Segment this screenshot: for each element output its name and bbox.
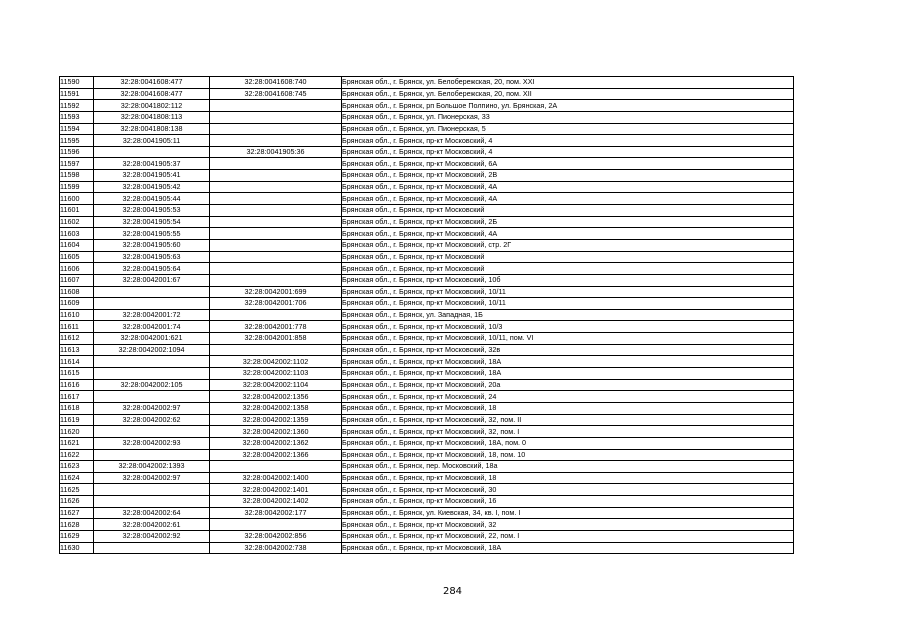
object-cadastral-number-cell: 32:28:0042002:1401 (210, 484, 342, 496)
address-cell: Брянская обл., г. Брянск, пр-кт Московский, 6А (342, 158, 794, 170)
object-cadastral-number-cell (210, 135, 342, 147)
cadastral-number-cell: 32:28:0041905:60 (94, 239, 210, 251)
address-cell: Брянская обл., г. Брянск, пр-кт Московский, 18А, пом. 0 (342, 437, 794, 449)
row-number-cell: 11616 (60, 379, 94, 391)
object-cadastral-number-cell (210, 111, 342, 123)
cadastral-number-cell: 32:28:0041905:11 (94, 135, 210, 147)
address-cell: Брянская обл., г. Брянск, пр-кт Московский, 10/11, пом. VI (342, 333, 794, 345)
cadastral-number-cell: 32:28:0041802:112 (94, 100, 210, 112)
row-number-cell: 11615 (60, 368, 94, 380)
object-cadastral-number-cell: 32:28:0041905:36 (210, 146, 342, 158)
row-number-cell: 11608 (60, 286, 94, 298)
object-cadastral-number-cell: 32:28:0042002:1104 (210, 379, 342, 391)
cadastral-number-cell: 32:28:0041905:44 (94, 193, 210, 205)
address-cell: Брянская обл., г. Брянск, ул. Белобережская, 20, пом. XXI (342, 77, 794, 89)
cadastral-number-cell (94, 496, 210, 508)
table-row (60, 181, 794, 193)
object-cadastral-number-cell (210, 123, 342, 135)
address-cell: Брянская обл., г. Брянск, пр-кт Московский, 10/3 (342, 321, 794, 333)
row-number-cell: 11603 (60, 228, 94, 240)
object-cadastral-number-cell: 32:28:0042002:856 (210, 530, 342, 542)
object-cadastral-number-cell (210, 205, 342, 217)
cadastral-number-cell: 32:28:0042002:61 (94, 519, 210, 531)
table-row (60, 507, 794, 519)
table-row (60, 530, 794, 542)
cadastral-number-cell: 32:28:0041905:37 (94, 158, 210, 170)
row-number-cell: 11630 (60, 542, 94, 554)
address-cell: Брянская обл., г. Брянск, пр-кт Московский, 10б (342, 274, 794, 286)
table-row (60, 519, 794, 531)
table-row (60, 170, 794, 182)
cadastral-number-cell: 32:28:0042002:97 (94, 472, 210, 484)
cadastral-number-cell (94, 298, 210, 310)
object-cadastral-number-cell: 32:28:0042002:1402 (210, 496, 342, 508)
object-cadastral-number-cell: 32:28:0042002:1400 (210, 472, 342, 484)
row-number-cell: 11599 (60, 181, 94, 193)
cadastral-number-cell: 32:28:0042002:1094 (94, 344, 210, 356)
object-cadastral-number-cell (210, 251, 342, 263)
table-row (60, 496, 794, 508)
row-number-cell: 11595 (60, 135, 94, 147)
row-number-cell: 11605 (60, 251, 94, 263)
address-cell: Брянская обл., г. Брянск, пр-кт Московский, 32в (342, 344, 794, 356)
row-number-cell: 11625 (60, 484, 94, 496)
object-cadastral-number-cell (210, 519, 342, 531)
address-cell: Брянская обл., г. Брянск, пр-кт Московский, 24 (342, 391, 794, 403)
object-cadastral-number-cell: 32:28:0042002:1362 (210, 437, 342, 449)
page-number: 284 (442, 586, 463, 597)
row-number-cell: 11600 (60, 193, 94, 205)
row-number-cell: 11593 (60, 111, 94, 123)
cadastral-number-cell: 32:28:0041608:477 (94, 88, 210, 100)
table-row (60, 123, 794, 135)
cadastral-number-cell (94, 356, 210, 368)
row-number-cell: 11612 (60, 333, 94, 345)
object-cadastral-number-cell (210, 100, 342, 112)
cadastral-number-cell: 32:28:0042002:1393 (94, 461, 210, 473)
address-cell: Брянская обл., г. Брянск, пр-кт Московский, 18, пом. 10 (342, 449, 794, 461)
address-cell: Брянская обл., г. Брянск, пр-кт Московский, 32 (342, 519, 794, 531)
table-row (60, 379, 794, 391)
table-row (60, 402, 794, 414)
object-cadastral-number-cell (210, 309, 342, 321)
cadastral-number-cell: 32:28:0041905:54 (94, 216, 210, 228)
address-cell: Брянская обл., г. Брянск, пр-кт Московский, 2В (342, 170, 794, 182)
table-row (60, 333, 794, 345)
cadastral-number-cell: 32:28:0041808:113 (94, 111, 210, 123)
table-row (60, 391, 794, 403)
object-cadastral-number-cell: 32:28:0042002:1358 (210, 402, 342, 414)
cadastral-number-cell: 32:28:0042002:92 (94, 530, 210, 542)
cadastral-number-cell: 32:28:0042001:621 (94, 333, 210, 345)
row-number-cell: 11607 (60, 274, 94, 286)
address-cell: Брянская обл., г. Брянск, ул. Белобережская, 20, пом. XII (342, 88, 794, 100)
table-row (60, 344, 794, 356)
table-row (60, 298, 794, 310)
cadastral-number-cell (94, 391, 210, 403)
table-row (60, 449, 794, 461)
row-number-cell: 11591 (60, 88, 94, 100)
address-cell: Брянская обл., г. Брянск, пр-кт Московский, 18 (342, 402, 794, 414)
cadastral-number-cell (94, 286, 210, 298)
row-number-cell: 11628 (60, 519, 94, 531)
cadastral-number-cell: 32:28:0041905:63 (94, 251, 210, 263)
object-cadastral-number-cell: 32:28:0042001:699 (210, 286, 342, 298)
object-cadastral-number-cell: 32:28:0042002:1102 (210, 356, 342, 368)
cadastral-number-cell: 32:28:0041905:53 (94, 205, 210, 217)
cadastral-number-cell: 32:28:0042002:62 (94, 414, 210, 426)
cadastral-number-cell (94, 426, 210, 438)
address-cell: Брянская обл., г. Брянск, ул. Пионерская, 5 (342, 123, 794, 135)
address-cell: Брянская обл., г. Брянск, пр-кт Московский, 18А (342, 356, 794, 368)
object-cadastral-number-cell: 32:28:0042002:1359 (210, 414, 342, 426)
address-cell: Брянская обл., г. Брянск, пр-кт Московский (342, 251, 794, 263)
row-number-cell: 11623 (60, 461, 94, 473)
address-cell: Брянская обл., г. Брянск, пр-кт Московский, 4 (342, 135, 794, 147)
address-cell: Брянская обл., г. Брянск, пр-кт Московский, 18А (342, 368, 794, 380)
address-cell: Брянская обл., г. Брянск, пр-кт Московский, 4А (342, 193, 794, 205)
address-cell: Брянская обл., г. Брянск, пр-кт Московский, 10/11 (342, 286, 794, 298)
cadastral-number-cell: 32:28:0042001:72 (94, 309, 210, 321)
object-cadastral-number-cell: 32:28:0041608:740 (210, 77, 342, 89)
address-cell: Брянская обл., г. Брянск, пр-кт Московский, 2Б (342, 216, 794, 228)
object-cadastral-number-cell: 32:28:0042001:778 (210, 321, 342, 333)
row-number-cell: 11617 (60, 391, 94, 403)
row-number-cell: 11611 (60, 321, 94, 333)
object-cadastral-number-cell (210, 344, 342, 356)
row-number-cell: 11624 (60, 472, 94, 484)
cadastral-number-cell: 32:28:0041905:55 (94, 228, 210, 240)
object-cadastral-number-cell (210, 239, 342, 251)
row-number-cell: 11596 (60, 146, 94, 158)
row-number-cell: 11614 (60, 356, 94, 368)
cadastral-number-cell: 32:28:0042002:97 (94, 402, 210, 414)
address-cell: Брянская обл., г. Брянск, пр-кт Московский, стр. 2Г (342, 239, 794, 251)
address-cell: Брянская обл., г. Брянск, пр-кт Московский, 10/11 (342, 298, 794, 310)
table-row (60, 193, 794, 205)
table-row (60, 356, 794, 368)
object-cadastral-number-cell (210, 461, 342, 473)
table-row (60, 472, 794, 484)
cadastral-number-cell (94, 449, 210, 461)
row-number-cell: 11602 (60, 216, 94, 228)
address-cell: Брянская обл., г. Брянск, рп Большое Полпино, ул. Брянская, 2А (342, 100, 794, 112)
object-cadastral-number-cell: 32:28:0041608:745 (210, 88, 342, 100)
table-row (60, 77, 794, 89)
object-cadastral-number-cell: 32:28:0042002:177 (210, 507, 342, 519)
table-row (60, 158, 794, 170)
table-row (60, 542, 794, 554)
table-body (60, 77, 794, 554)
table-row (60, 251, 794, 263)
cadastral-number-cell: 32:28:0041905:64 (94, 263, 210, 275)
row-number-cell: 11619 (60, 414, 94, 426)
address-cell: Брянская обл., г. Брянск, пр-кт Московский, 4А (342, 228, 794, 240)
address-cell: Брянская обл., г. Брянск, пр-кт Московский, 32, пом. I (342, 426, 794, 438)
table-row (60, 426, 794, 438)
table-row (60, 263, 794, 275)
cadastral-number-cell: 32:28:0041905:42 (94, 181, 210, 193)
row-number-cell: 11598 (60, 170, 94, 182)
row-number-cell: 11622 (60, 449, 94, 461)
row-number-cell: 11594 (60, 123, 94, 135)
table-row (60, 239, 794, 251)
address-cell: Брянская обл., г. Брянск, пр-кт Московский (342, 205, 794, 217)
table-row (60, 146, 794, 158)
cadastral-number-cell: 32:28:0042002:64 (94, 507, 210, 519)
object-cadastral-number-cell: 32:28:0042002:1103 (210, 368, 342, 380)
cadastral-number-cell: 32:28:0041905:41 (94, 170, 210, 182)
table-row (60, 484, 794, 496)
table-row (60, 100, 794, 112)
cadastral-number-cell (94, 484, 210, 496)
row-number-cell: 11618 (60, 402, 94, 414)
cadastral-number-cell: 32:28:0042002:105 (94, 379, 210, 391)
object-cadastral-number-cell: 32:28:0042002:738 (210, 542, 342, 554)
object-cadastral-number-cell: 32:28:0042002:1366 (210, 449, 342, 461)
table-row (60, 461, 794, 473)
cadastral-number-cell: 32:28:0041608:477 (94, 77, 210, 89)
table-row (60, 286, 794, 298)
table-row (60, 228, 794, 240)
object-cadastral-number-cell (210, 181, 342, 193)
row-number-cell: 11606 (60, 263, 94, 275)
row-number-cell: 11592 (60, 100, 94, 112)
cadastral-table (59, 76, 794, 554)
table-row (60, 216, 794, 228)
object-cadastral-number-cell (210, 263, 342, 275)
row-number-cell: 11613 (60, 344, 94, 356)
address-cell: Брянская обл., г. Брянск, пр-кт Московский, 30 (342, 484, 794, 496)
object-cadastral-number-cell: 32:28:0042002:1356 (210, 391, 342, 403)
object-cadastral-number-cell (210, 216, 342, 228)
row-number-cell: 11601 (60, 205, 94, 217)
cadastral-number-cell (94, 146, 210, 158)
row-number-cell: 11609 (60, 298, 94, 310)
object-cadastral-number-cell: 32:28:0042001:858 (210, 333, 342, 345)
row-number-cell: 11621 (60, 437, 94, 449)
address-cell: Брянская обл., г. Брянск, пр-кт Московский, 18А (342, 542, 794, 554)
table-row (60, 88, 794, 100)
object-cadastral-number-cell (210, 193, 342, 205)
address-cell: Брянская обл., г. Брянск, пер. Московский, 18а (342, 461, 794, 473)
address-cell: Брянская обл., г. Брянск, пр-кт Московский (342, 263, 794, 275)
row-number-cell: 11610 (60, 309, 94, 321)
cadastral-number-cell: 32:28:0042002:93 (94, 437, 210, 449)
table-row (60, 135, 794, 147)
object-cadastral-number-cell (210, 158, 342, 170)
row-number-cell: 11629 (60, 530, 94, 542)
cadastral-number-cell: 32:28:0042001:67 (94, 274, 210, 286)
cadastral-number-cell (94, 542, 210, 554)
row-number-cell: 11626 (60, 496, 94, 508)
table-row (60, 321, 794, 333)
address-cell: Брянская обл., г. Брянск, пр-кт Московский, 22, пом. I (342, 530, 794, 542)
table-row (60, 111, 794, 123)
address-cell: Брянская обл., г. Брянск, пр-кт Московский, 4А (342, 181, 794, 193)
object-cadastral-number-cell (210, 228, 342, 240)
address-cell: Брянская обл., г. Брянск, ул. Западная, 1Б (342, 309, 794, 321)
address-cell: Брянская обл., г. Брянск, ул. Киевская, 34, кв. I, пом. I (342, 507, 794, 519)
table-row (60, 414, 794, 426)
row-number-cell: 11604 (60, 239, 94, 251)
address-cell: Брянская обл., г. Брянск, пр-кт Московский, 20а (342, 379, 794, 391)
address-cell: Брянская обл., г. Брянск, ул. Пионерская, 33 (342, 111, 794, 123)
table-row (60, 274, 794, 286)
row-number-cell: 11597 (60, 158, 94, 170)
object-cadastral-number-cell: 32:28:0042001:706 (210, 298, 342, 310)
object-cadastral-number-cell (210, 274, 342, 286)
cadastral-number-cell: 32:28:0042001:74 (94, 321, 210, 333)
row-number-cell: 11627 (60, 507, 94, 519)
row-number-cell: 11620 (60, 426, 94, 438)
table-row (60, 309, 794, 321)
table-row (60, 437, 794, 449)
address-cell: Брянская обл., г. Брянск, пр-кт Московский, 32, пом. II (342, 414, 794, 426)
row-number-cell: 11590 (60, 77, 94, 89)
table-row (60, 205, 794, 217)
address-cell: Брянская обл., г. Брянск, пр-кт Московский, 18 (342, 472, 794, 484)
address-cell: Брянская обл., г. Брянск, пр-кт Московский, 4 (342, 146, 794, 158)
table-row (60, 368, 794, 380)
address-cell: Брянская обл., г. Брянск, пр-кт Московский, 16 (342, 496, 794, 508)
cadastral-number-cell: 32:28:0041808:138 (94, 123, 210, 135)
object-cadastral-number-cell: 32:28:0042002:1360 (210, 426, 342, 438)
cadastral-number-cell (94, 368, 210, 380)
object-cadastral-number-cell (210, 170, 342, 182)
